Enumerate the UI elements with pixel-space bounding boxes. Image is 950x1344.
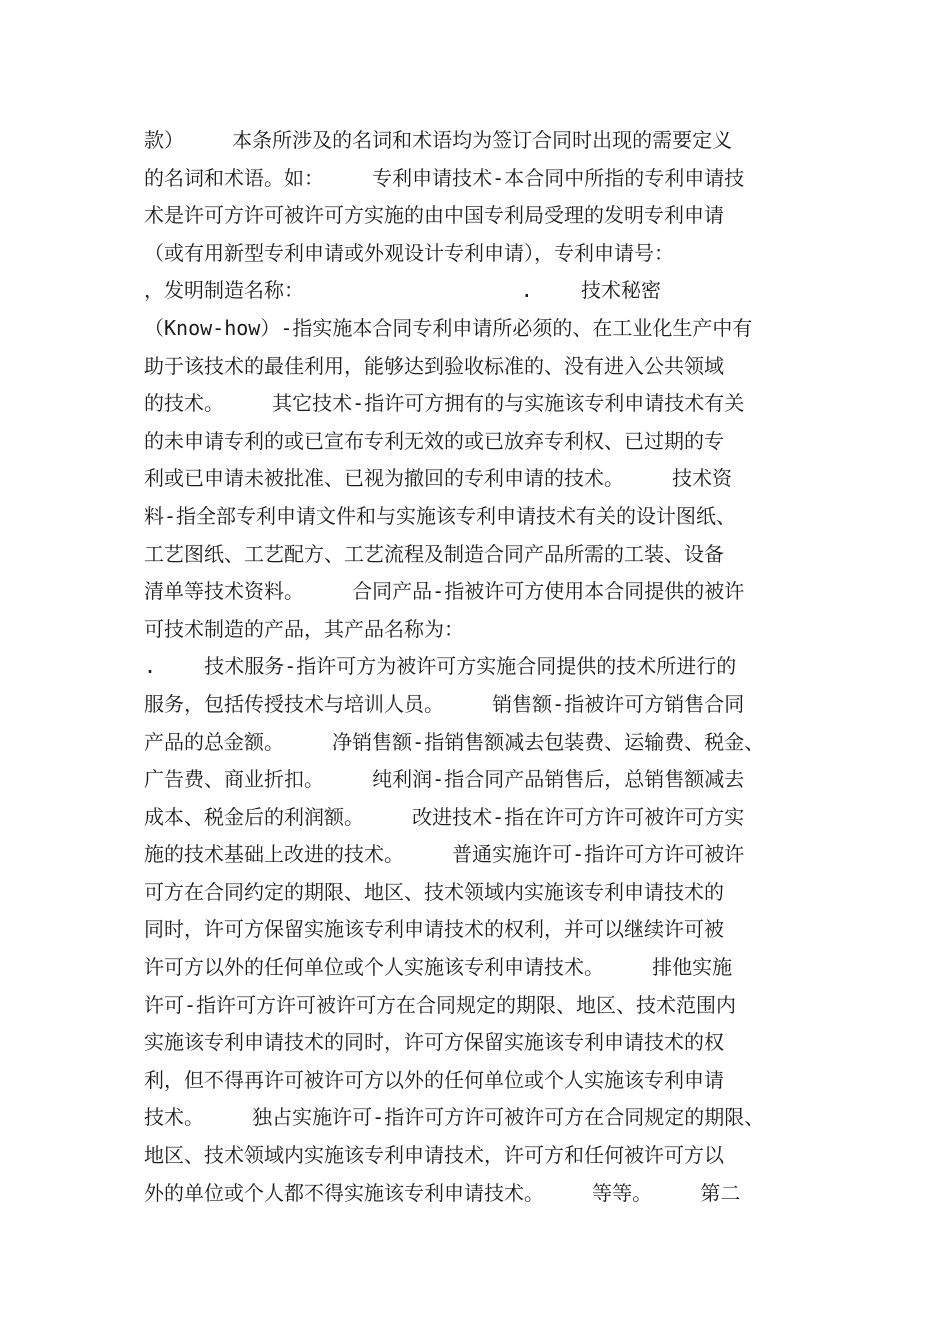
text-line: 可方在合同约定的期限、地区、技术领域内实施该专利申请技术的 — [144, 879, 724, 904]
text-line: 工艺图纸、工艺配方、工艺流程及制造合同产品所需的工装、设备 — [144, 541, 724, 566]
text-line: 广告费、商业折扣。 纯利润-指合同产品销售后，总销售额减去 — [144, 767, 745, 792]
text-line: 外的单位或个人都不得实施该专利申请技术。 等等。 第二 — [144, 1180, 741, 1205]
text-line: 术是许可方许可被许可方实施的由中国专利局受理的发明专利申请 — [144, 203, 724, 228]
text-line: 的未申请专利的或已宣布专利无效的或已放弃专利权、已过期的专 — [144, 428, 724, 453]
text-line: 料-指全部专利申请文件和与实施该专利申请技术有关的设计图纸、 — [144, 503, 737, 528]
text-line: （Know-how）-指实施本合同专利申请所必须的、在工业化生产中有 — [144, 315, 753, 340]
text-line: 产品的总金额。 净销售额-指销售额减去包装费、运输费、税金、 — [144, 729, 765, 754]
text-line: 清单等技术资料。 合同产品-指被许可方使用本合同提供的被许 — [144, 579, 745, 604]
text-line: （或有用新型专利申请或外观设计专利申请），专利申请号： — [144, 240, 674, 265]
text-line: ，发明制造名称： . 技术秘密 — [144, 278, 661, 303]
text-line: 施的技术基础上改进的技术。 普通实施许可-指许可方许可被许 — [144, 842, 745, 867]
text-line: 实施该专利申请技术的同时，许可方保留实施该专利申请技术的权 — [144, 1030, 724, 1055]
text-line: 服务，包括传授技术与培训人员。 销售额-指被许可方销售合同 — [144, 691, 745, 716]
text-line: 地区、技术领域内实施该专利申请技术，许可方和任何被许可方以 — [144, 1143, 724, 1168]
text-line: 利或已申请未被批准、已视为撤回的专利申请的技术。 技术资 — [144, 466, 733, 491]
text-line: 技术。 独占实施许可-指许可方许可被许可方在合同规定的期限、 — [144, 1105, 765, 1130]
text-line: 的名词和术语。如： 专利申请技术-本合同中所指的专利申请技 — [144, 165, 745, 190]
text-line: 款） 本条所涉及的名词和术语均为签订合同时出现的需要定义 — [144, 128, 733, 152]
text-line: 许可方以外的任何单位或个人实施该专利申请技术。 排他实施 — [144, 955, 733, 980]
text-line: 可技术制造的产品，其产品名称为： — [144, 616, 464, 641]
text-line: 同时，许可方保留实施该专利申请技术的权利，并可以继续许可被 — [144, 917, 724, 942]
body-text — [144, 122, 824, 1212]
text-line: 的技术。 其它技术-指许可方拥有的与实施该专利申请技术有关 — [144, 391, 745, 416]
text-line: 助于该技术的最佳利用，能够达到验收标准的、没有进入公共领域 — [144, 353, 724, 378]
text-line: 许可-指许可方许可被许可方在合同规定的期限、地区、技术范围内 — [144, 992, 737, 1017]
text-line: 利，但不得再许可被许可方以外的任何单位或个人实施该专利申请 — [144, 1067, 724, 1092]
text-line: . 技术服务-指许可方为被许可方实施合同提供的技术所进行的 — [144, 654, 737, 679]
text-line: 成本、税金后的利润额。 改进技术-指在许可方许可被许可方实 — [144, 804, 745, 829]
